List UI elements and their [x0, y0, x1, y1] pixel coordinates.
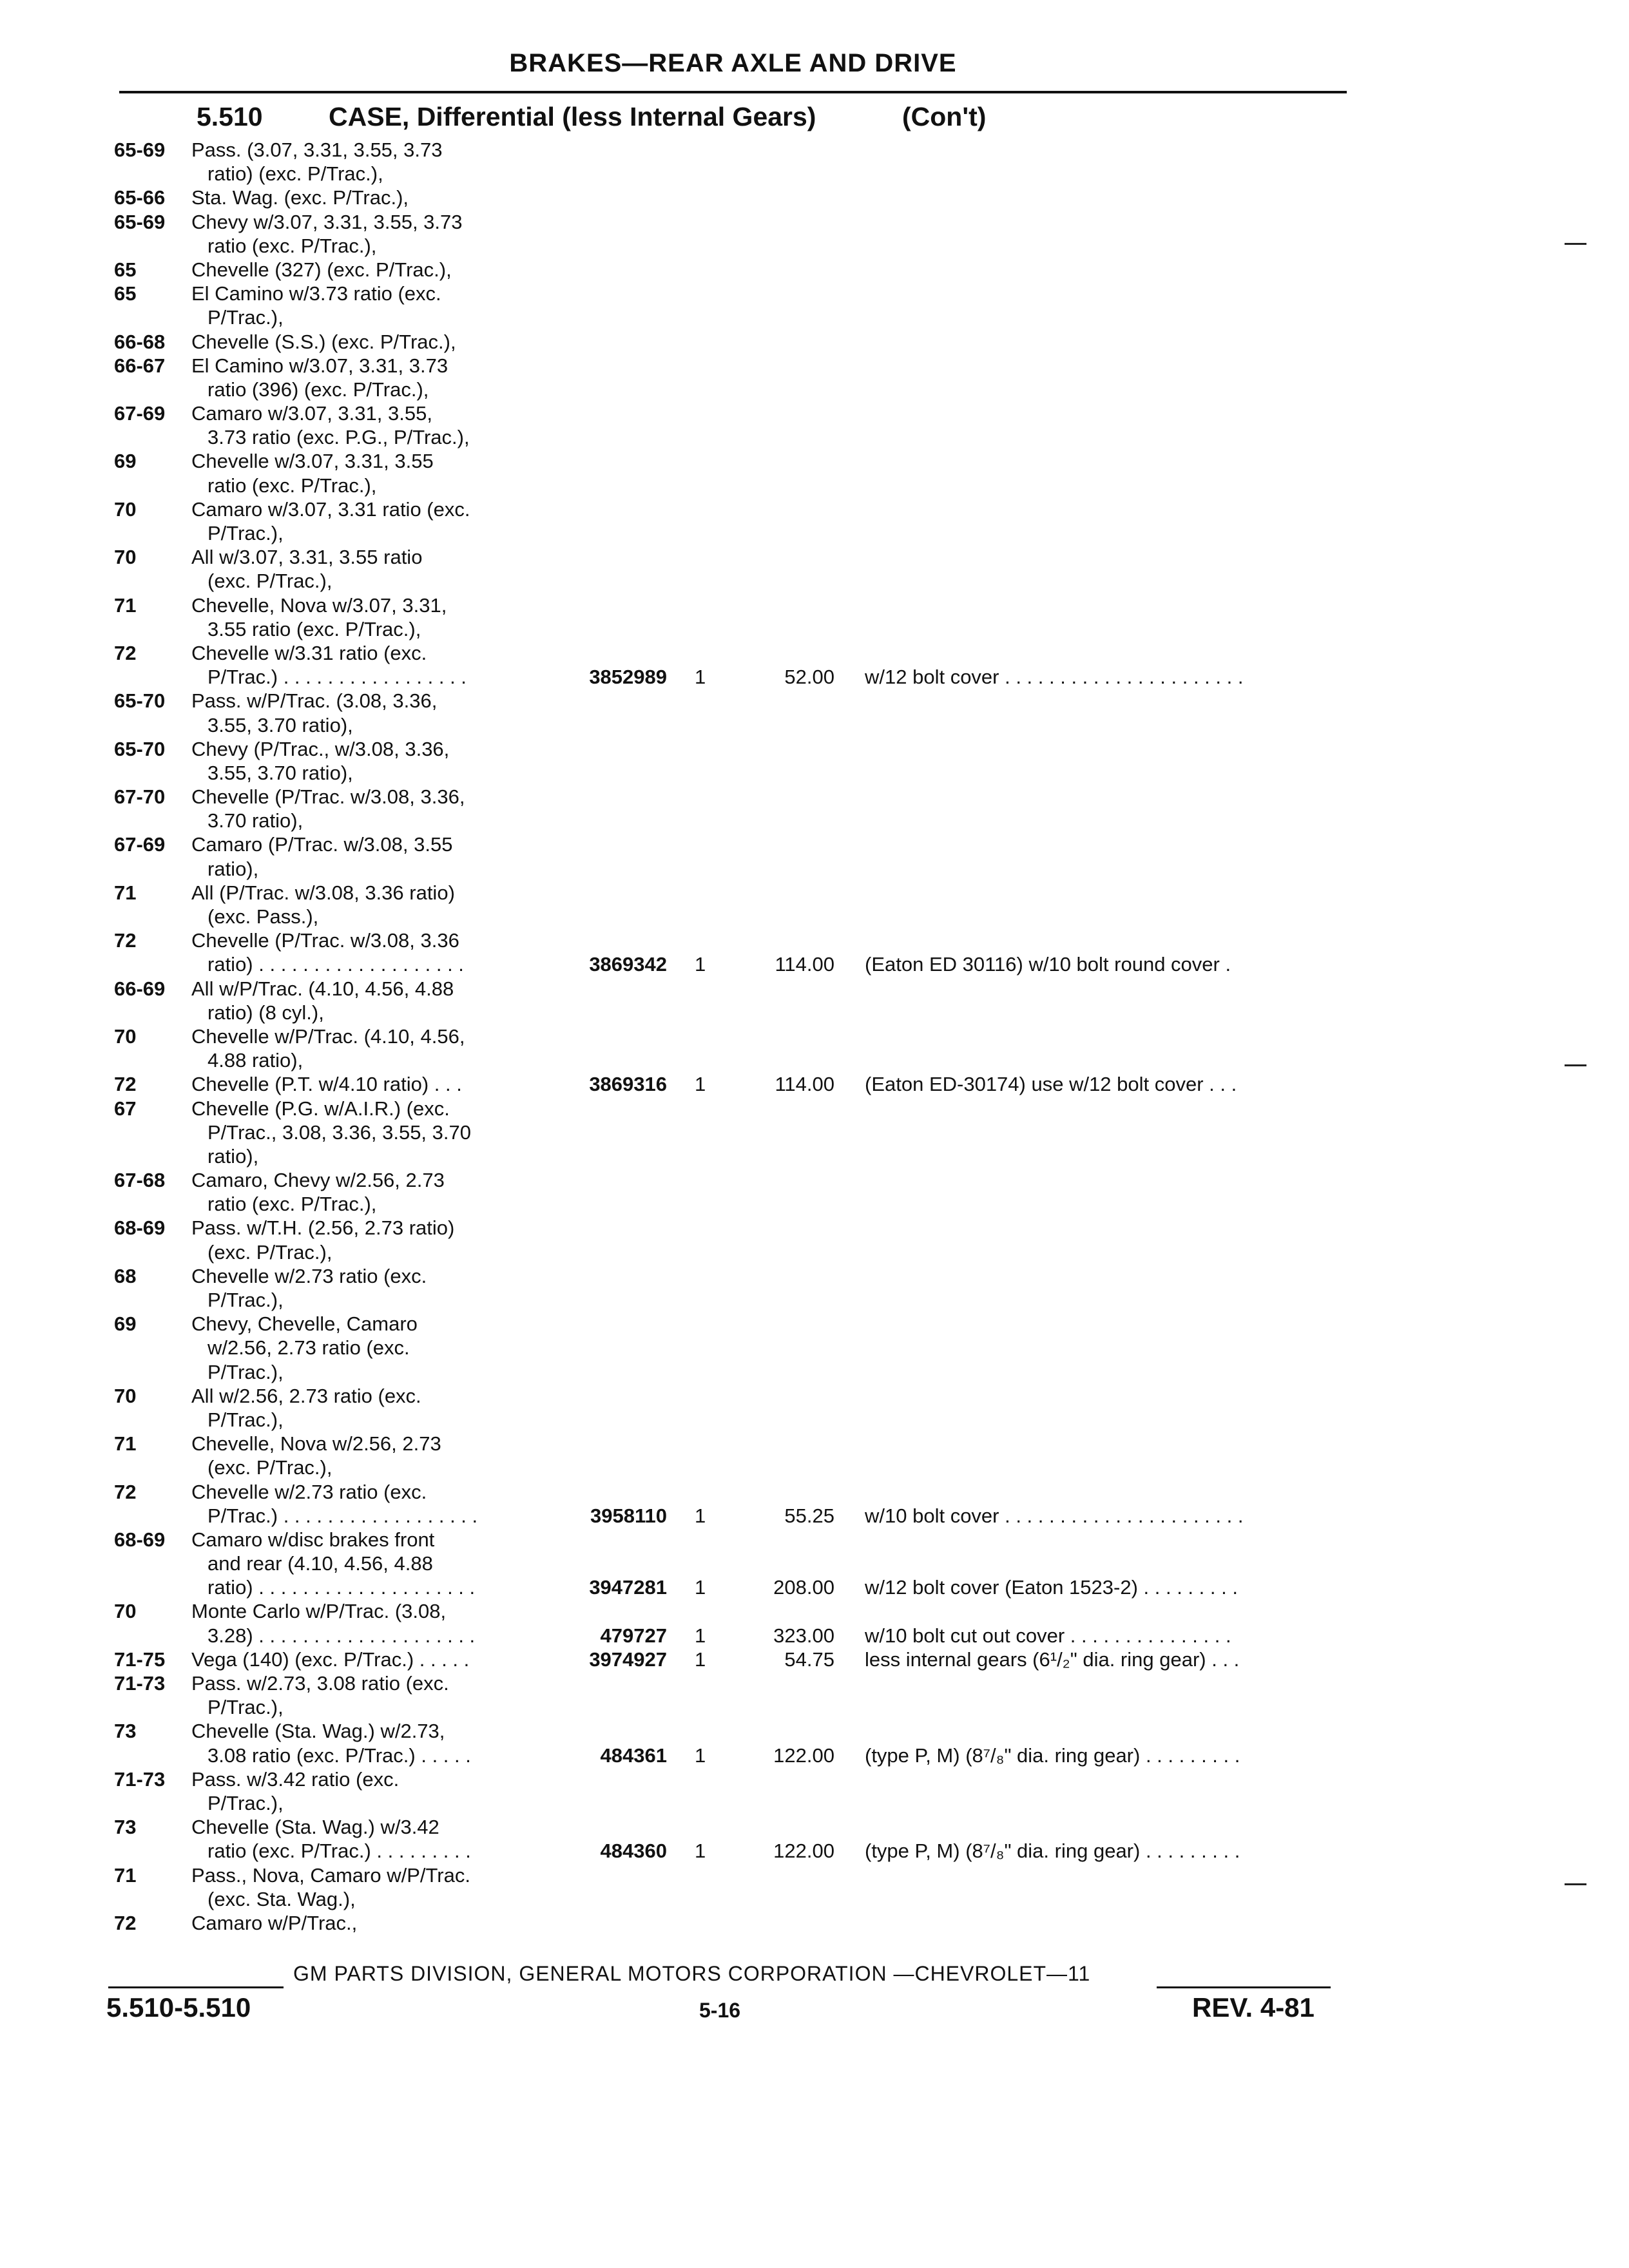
- application-desc: P/Trac.),: [207, 1791, 284, 1814]
- remarks: (Eaton ED-30174) use w/12 bolt cover . . .: [865, 1073, 1237, 1096]
- application-desc: Chevelle (P/Trac. w/3.08, 3.36: [191, 929, 459, 952]
- quantity: 1: [695, 1648, 706, 1671]
- model-year: 65-69: [114, 210, 166, 233]
- model-year: 71-75: [114, 1648, 166, 1671]
- application-desc: P/Trac., 3.08, 3.36, 3.55, 3.70: [207, 1120, 471, 1144]
- remarks: (type P, M) (8⁷/₈" dia. ring gear) . . . . . . . . .: [865, 1744, 1240, 1767]
- application-desc: 3.70 ratio),: [207, 809, 304, 832]
- model-year: 67-69: [114, 833, 166, 856]
- table-row: [0, 1767, 1629, 1791]
- model-year: 72: [114, 1480, 137, 1503]
- application-desc: Camaro w/3.07, 3.31 ratio (exc.: [191, 497, 470, 521]
- model-year: 71-73: [114, 1767, 166, 1791]
- table-row: [0, 928, 1629, 952]
- application-desc: Chevelle w/2.73 ratio (exc.: [191, 1480, 427, 1503]
- application-desc: ratio (exc. P/Trac.),: [207, 474, 377, 497]
- model-year: 66-67: [114, 354, 166, 377]
- table-row: [0, 138, 1629, 162]
- table-row: [0, 1719, 1629, 1743]
- price: 114.00: [775, 953, 834, 976]
- table-row: [0, 1048, 1629, 1072]
- table-row: [0, 234, 1629, 258]
- parts-list: [0, 138, 1629, 1935]
- application-desc: 3.73 ratio (exc. P.G., P/Trac.),: [207, 426, 470, 449]
- table-row: [0, 1384, 1629, 1408]
- quantity: 1: [695, 1624, 706, 1647]
- price: 122.00: [773, 1840, 834, 1863]
- application-desc: 3.55, 3.70 ratio),: [207, 713, 353, 736]
- part-number: 484360: [600, 1840, 667, 1863]
- price: 114.00: [775, 1073, 834, 1096]
- table-row: [0, 977, 1629, 1001]
- application-desc: (exc. Pass.),: [207, 905, 319, 928]
- table-row: [0, 1120, 1629, 1144]
- table-row: [0, 449, 1629, 473]
- application-desc: 3.55 ratio (exc. P/Trac.),: [207, 617, 421, 640]
- part-number: 3974927: [589, 1648, 667, 1671]
- model-year: 69: [114, 450, 137, 473]
- price: 55.25: [784, 1504, 834, 1527]
- remarks: less internal gears (6¹/₂" dia. ring gear) . . .: [865, 1648, 1240, 1671]
- application-desc: All w/P/Trac. (4.10, 4.56, 4.88: [191, 977, 454, 1000]
- table-row: [0, 1815, 1629, 1839]
- model-year: 71: [114, 1432, 137, 1456]
- table-row: [0, 1671, 1629, 1695]
- table-row: [0, 1624, 1629, 1648]
- table-row: [0, 1791, 1629, 1815]
- application-desc: Chevy (P/Trac., w/3.08, 3.36,: [191, 737, 450, 760]
- application-desc: Chevelle (Sta. Wag.) w/3.42: [191, 1816, 439, 1839]
- table-row: [0, 761, 1629, 785]
- model-year: 73: [114, 1720, 137, 1743]
- table-row: [0, 186, 1629, 209]
- application-desc: Chevelle w/3.31 ratio (exc.: [191, 641, 427, 664]
- model-year: 65-69: [114, 139, 166, 161]
- application-desc: P/Trac.),: [207, 1696, 284, 1719]
- application-desc: ratio),: [207, 1144, 259, 1168]
- part-number: 3958110: [590, 1504, 667, 1527]
- application-desc: ratio),: [207, 857, 259, 880]
- quantity: 1: [695, 1504, 706, 1527]
- table-row: [0, 689, 1629, 713]
- quantity: 1: [695, 1744, 706, 1767]
- table-row: [0, 809, 1629, 832]
- application-desc: Pass. w/3.42 ratio (exc.: [191, 1767, 400, 1791]
- model-year: 71: [114, 881, 137, 904]
- table-row: [0, 905, 1629, 928]
- price: 52.00: [784, 666, 834, 689]
- application-desc: 4.88 ratio),: [207, 1049, 304, 1072]
- application-desc: Camaro, Chevy w/2.56, 2.73: [191, 1169, 445, 1192]
- model-year: 72: [114, 1911, 137, 1934]
- margin-mark: [1565, 1064, 1586, 1066]
- application-desc: and rear (4.10, 4.56, 4.88: [207, 1552, 433, 1575]
- application-desc: P/Trac.),: [207, 1408, 284, 1431]
- table-row: [0, 1216, 1629, 1240]
- application-desc: ratio) (8 cyl.),: [207, 1001, 324, 1024]
- table-row: [0, 1097, 1629, 1120]
- model-year: 65: [114, 258, 137, 281]
- model-year: 67-69: [114, 402, 166, 425]
- model-year: 71-73: [114, 1672, 166, 1695]
- footer-line: [0, 1962, 1629, 1994]
- table-row: [0, 737, 1629, 761]
- model-year: 65: [114, 282, 137, 305]
- application-desc: ratio (exc. P/Trac.),: [207, 234, 377, 257]
- remarks: w/12 bolt cover (Eaton 1523-2) . . . . . . . . .: [865, 1576, 1238, 1599]
- application-desc: ratio (exc. P/Trac.) . . . . . . . . .: [207, 1840, 471, 1863]
- application-desc: 3.55, 3.70 ratio),: [207, 761, 353, 784]
- table-row: [0, 305, 1629, 329]
- model-year: 66-68: [114, 330, 166, 353]
- table-row: [0, 1288, 1629, 1312]
- footer-info: [0, 1992, 1629, 2031]
- model-year: 72: [114, 1073, 137, 1096]
- application-desc: Chevelle (P/Trac. w/3.08, 3.36,: [191, 785, 465, 809]
- table-row: [0, 1504, 1629, 1528]
- part-number: 484361: [600, 1744, 667, 1767]
- table-row: [0, 378, 1629, 401]
- application-desc: P/Trac.),: [207, 1360, 284, 1383]
- table-row: [0, 1168, 1629, 1192]
- price: 323.00: [773, 1624, 834, 1647]
- model-year: 71: [114, 1863, 137, 1887]
- part-number: 3869342: [589, 953, 667, 976]
- model-year: 67-70: [114, 785, 166, 809]
- model-year: 70: [114, 1600, 137, 1623]
- table-row: [0, 952, 1629, 976]
- remarks: (Eaton ED 30116) w/10 bolt round cover .: [865, 953, 1231, 976]
- price: 54.75: [784, 1648, 834, 1671]
- application-desc: (exc. P/Trac.),: [207, 570, 333, 593]
- table-row: [0, 210, 1629, 234]
- model-year: 72: [114, 641, 137, 664]
- application-desc: All w/2.56, 2.73 ratio (exc.: [191, 1384, 421, 1407]
- table-row: [0, 1360, 1629, 1384]
- footer-section-range: 5.510-5.510: [106, 1992, 251, 2023]
- table-row: [0, 1312, 1629, 1336]
- application-desc: El Camino w/3.07, 3.31, 3.73: [191, 354, 448, 377]
- application-desc: P/Trac.),: [207, 1289, 284, 1311]
- application-desc: Chevelle (S.S.) (exc. P/Trac.),: [191, 330, 456, 353]
- remarks: w/12 bolt cover . . . . . . . . . . . . . . . . . . . . . .: [865, 666, 1244, 689]
- application-desc: 3.28) . . . . . . . . . . . . . . . . . . . .: [207, 1624, 476, 1647]
- table-row: [0, 330, 1629, 354]
- remarks: (type P, M) (8⁷/₈" dia. ring gear) . . . . . . . . .: [865, 1840, 1240, 1863]
- table-row: [0, 401, 1629, 425]
- section-title: [0, 102, 1629, 140]
- application-desc: Pass., Nova, Camaro w/P/Trac.: [191, 1863, 470, 1887]
- table-row: [0, 1144, 1629, 1168]
- model-year: 68: [114, 1264, 137, 1287]
- section-name: CASE, Differential (less Internal Gears): [329, 102, 816, 131]
- model-year: 70: [114, 1024, 137, 1048]
- application-desc: Chevelle (Sta. Wag.) w/2.73,: [191, 1720, 445, 1743]
- margin-mark: [1565, 243, 1586, 245]
- application-desc: Camaro w/3.07, 3.31, 3.55,: [191, 402, 432, 425]
- application-desc: Camaro w/P/Trac.,: [191, 1911, 358, 1934]
- table-row: [0, 1552, 1629, 1575]
- application-desc: All w/3.07, 3.31, 3.55 ratio: [191, 546, 423, 569]
- remarks: w/10 bolt cover . . . . . . . . . . . . . . . . . . . . . .: [865, 1504, 1244, 1527]
- quantity: 1: [695, 1840, 706, 1863]
- application-desc: Vega (140) (exc. P/Trac.) . . . . .: [191, 1648, 470, 1671]
- footer-revision: REV. 4-81: [1192, 1992, 1315, 2023]
- application-desc: All (P/Trac. w/3.08, 3.36 ratio): [191, 881, 455, 904]
- quantity: 1: [695, 1073, 706, 1096]
- table-row: [0, 258, 1629, 282]
- table-row: [0, 1863, 1629, 1887]
- part-number: 3869316: [589, 1073, 667, 1096]
- model-year: 67-68: [114, 1169, 166, 1192]
- model-year: 73: [114, 1816, 137, 1839]
- model-year: 70: [114, 546, 137, 569]
- header-rule: [119, 91, 1347, 93]
- table-row: [0, 497, 1629, 521]
- part-number: 3852989: [589, 666, 667, 689]
- application-desc: Chevelle (327) (exc. P/Trac.),: [191, 258, 452, 281]
- table-row: [0, 1408, 1629, 1432]
- application-desc: ratio) (exc. P/Trac.),: [207, 162, 383, 186]
- table-row: [0, 569, 1629, 593]
- footer-rule-right: [1157, 1986, 1331, 1988]
- table-row: [0, 1192, 1629, 1216]
- table-row: [0, 617, 1629, 641]
- table-row: [0, 857, 1629, 881]
- application-desc: Chevelle (P.G. w/A.I.R.) (exc.: [191, 1097, 450, 1120]
- application-desc: Pass. w/P/Trac. (3.08, 3.36,: [191, 689, 438, 713]
- table-row: [0, 641, 1629, 665]
- application-desc: Pass. w/T.H. (2.56, 2.73 ratio): [191, 1216, 455, 1240]
- table-row: [0, 1480, 1629, 1504]
- footer-corporation: GM PARTS DIVISION, GENERAL MOTORS CORPORATION —CHEVROLET—11: [293, 1962, 1091, 1985]
- model-year: 70: [114, 1384, 137, 1407]
- table-row: [0, 1001, 1629, 1024]
- table-row: [0, 521, 1629, 545]
- part-number: 3947281: [589, 1576, 667, 1599]
- table-row: [0, 1648, 1629, 1671]
- table-row: [0, 713, 1629, 737]
- application-desc: Chevelle, Nova w/2.56, 2.73: [191, 1432, 441, 1456]
- model-year: 65-70: [114, 737, 166, 760]
- application-desc: w/2.56, 2.73 ratio (exc.: [207, 1336, 410, 1360]
- application-desc: Camaro w/disc brakes front: [191, 1528, 435, 1551]
- table-row: [0, 1456, 1629, 1479]
- application-desc: Pass. (3.07, 3.31, 3.55, 3.73: [191, 139, 443, 161]
- table-row: [0, 1911, 1629, 1935]
- model-year: 66-69: [114, 977, 166, 1000]
- application-desc: 3.08 ratio (exc. P/Trac.) . . . . .: [207, 1744, 471, 1767]
- model-year: 70: [114, 497, 137, 521]
- model-year: 68-69: [114, 1528, 166, 1551]
- application-desc: P/Trac.) . . . . . . . . . . . . . . . . . .: [207, 1504, 478, 1527]
- application-desc: Chevelle w/P/Trac. (4.10, 4.56,: [191, 1024, 465, 1048]
- application-desc: Sta. Wag. (exc. P/Trac.),: [191, 186, 409, 209]
- table-row: [0, 282, 1629, 305]
- application-desc: ratio) . . . . . . . . . . . . . . . . . . .: [207, 953, 464, 976]
- table-row: [0, 1336, 1629, 1360]
- model-year: 67: [114, 1097, 137, 1120]
- application-desc: Pass. w/2.73, 3.08 ratio (exc.: [191, 1672, 449, 1695]
- quantity: 1: [695, 1576, 706, 1599]
- table-row: [0, 1695, 1629, 1719]
- application-desc: Chevy, Chevelle, Camaro: [191, 1312, 418, 1336]
- table-row: [0, 1240, 1629, 1264]
- remarks: w/10 bolt cut out cover . . . . . . . . . . . . . . .: [865, 1624, 1231, 1647]
- application-desc: Chevelle w/2.73 ratio (exc.: [191, 1264, 427, 1287]
- table-row: [0, 1887, 1629, 1911]
- part-number: 479727: [600, 1624, 667, 1647]
- model-year: 72: [114, 929, 137, 952]
- application-desc: Chevelle (P.T. w/4.10 ratio) . . .: [191, 1073, 462, 1096]
- page-header: BRAKES—REAR AXLE AND DRIVE: [509, 49, 957, 77]
- application-desc: Monte Carlo w/P/Trac. (3.08,: [191, 1600, 447, 1623]
- application-desc: Chevy w/3.07, 3.31, 3.55, 3.73: [191, 210, 463, 233]
- table-row: [0, 1839, 1629, 1863]
- table-row: [0, 354, 1629, 378]
- table-row: [0, 1528, 1629, 1552]
- model-year: 65-70: [114, 689, 166, 713]
- application-desc: Camaro (P/Trac. w/3.08, 3.55: [191, 833, 453, 856]
- table-row: [0, 425, 1629, 449]
- table-row: [0, 881, 1629, 905]
- table-row: [0, 1024, 1629, 1048]
- price: 122.00: [773, 1744, 834, 1767]
- application-desc: (exc. P/Trac.),: [207, 1456, 333, 1479]
- application-desc: P/Trac.) . . . . . . . . . . . . . . . . .: [207, 666, 467, 689]
- table-row: [0, 1264, 1629, 1288]
- price: 208.00: [773, 1576, 834, 1599]
- application-desc: P/Trac.),: [207, 306, 284, 329]
- application-desc: Chevelle w/3.07, 3.31, 3.55: [191, 450, 434, 473]
- application-desc: ratio (396) (exc. P/Trac.),: [207, 378, 429, 401]
- application-desc: ratio (exc. P/Trac.),: [207, 1193, 377, 1216]
- footer-page-number: 5-16: [699, 1999, 741, 2022]
- application-desc: P/Trac.),: [207, 522, 284, 544]
- table-row: [0, 545, 1629, 569]
- table-row: [0, 474, 1629, 497]
- application-desc: (exc. P/Trac.),: [207, 1240, 333, 1264]
- section-number: 5.510: [197, 102, 263, 131]
- table-row: [0, 1575, 1629, 1599]
- quantity: 1: [695, 953, 706, 976]
- margin-mark: [1565, 1883, 1586, 1885]
- section-continued: (Con't): [902, 102, 987, 131]
- model-year: 68-69: [114, 1216, 166, 1240]
- table-row: [0, 1072, 1629, 1096]
- table-row: [0, 832, 1629, 856]
- application-desc: El Camino w/3.73 ratio (exc.: [191, 282, 441, 305]
- application-desc: ratio) . . . . . . . . . . . . . . . . . . . .: [207, 1576, 476, 1599]
- table-row: [0, 162, 1629, 186]
- table-row: [0, 593, 1629, 617]
- model-year: 71: [114, 593, 137, 617]
- footer-rule-left: [108, 1986, 284, 1988]
- model-year: 69: [114, 1312, 137, 1336]
- application-desc: Chevelle, Nova w/3.07, 3.31,: [191, 593, 447, 617]
- quantity: 1: [695, 666, 706, 689]
- table-row: [0, 785, 1629, 809]
- application-desc: (exc. Sta. Wag.),: [207, 1887, 356, 1910]
- table-row: [0, 1432, 1629, 1456]
- table-row: [0, 1744, 1629, 1767]
- model-year: 65-66: [114, 186, 166, 209]
- table-row: [0, 665, 1629, 689]
- table-row: [0, 1599, 1629, 1623]
